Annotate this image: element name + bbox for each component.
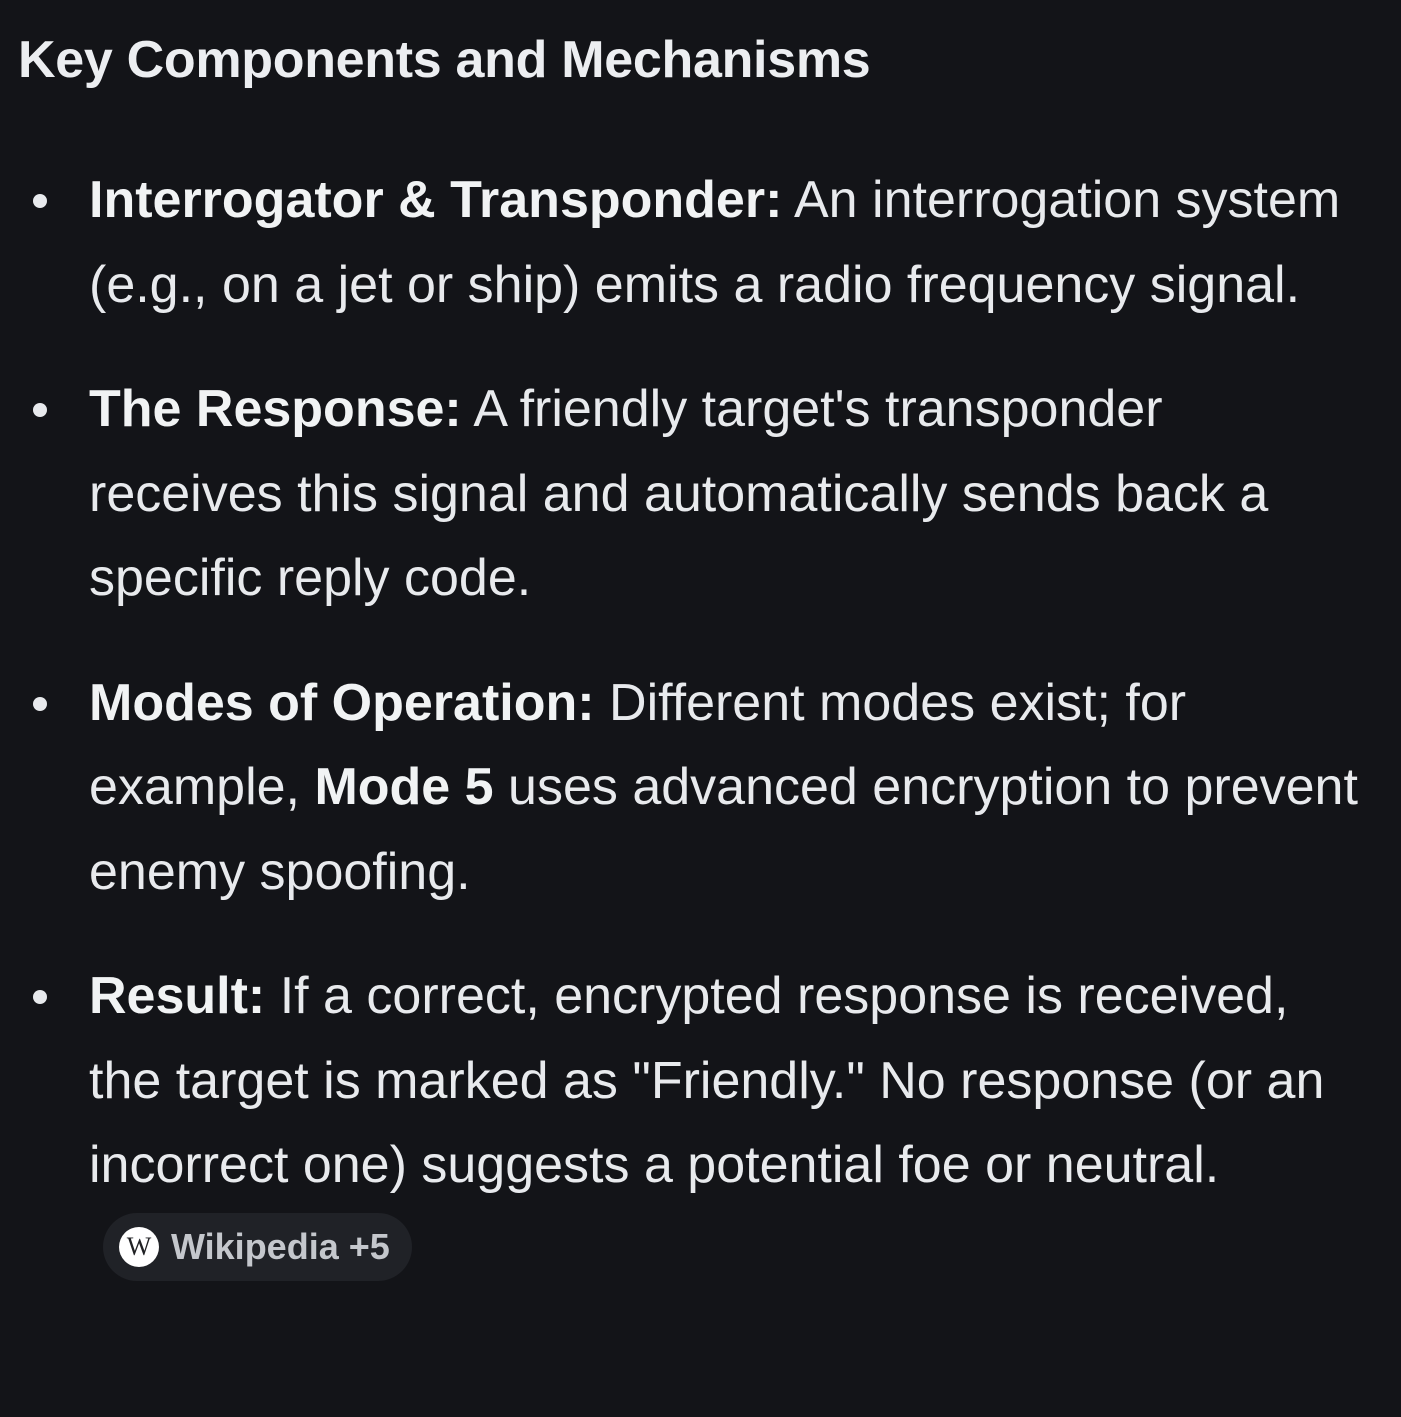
bullet-text: If a correct, encrypted response is received, the target is marked as "Friendly." No response (or an incorrect one) suggests a potential foe or neutral. <box>89 967 1325 1194</box>
list-item <box>18 367 1358 621</box>
bullet-dot-icon <box>33 990 47 1004</box>
bullet-text: uses advanced encryption to prevent enemy spoofing. <box>89 758 1358 901</box>
bullet-dot-icon <box>33 194 47 208</box>
bullet-term: Modes of Operation: <box>89 673 595 732</box>
list-item <box>18 661 1358 915</box>
wikipedia-icon: W <box>119 1227 159 1267</box>
source-chip-label: Wikipedia +5 <box>171 1225 390 1267</box>
bullet-dot-icon <box>33 403 47 417</box>
source-chip-button[interactable] <box>103 1213 412 1281</box>
list-item <box>18 158 1358 327</box>
bullet-text: A friendly target's transponder receives this signal and automatically sends back a specific reply code. <box>89 380 1269 607</box>
bullet-dot-icon <box>33 697 47 711</box>
list-item <box>18 954 1358 1292</box>
bullet-list <box>18 158 1358 1332</box>
bullet-term: The Response: <box>89 380 462 438</box>
bullet-text: Different modes exist; for example, <box>89 673 1187 816</box>
bullet-text: An interrogation system (e.g., on a jet or ship) emits a radio frequency signal. <box>89 171 1341 314</box>
bullet-emphasis: Mode 5 <box>314 758 494 816</box>
section-heading: Key Components and Mechanisms <box>18 31 871 89</box>
bullet-term: Interrogator & Transponder: <box>89 171 783 229</box>
bullet-term: Result: <box>89 967 266 1025</box>
